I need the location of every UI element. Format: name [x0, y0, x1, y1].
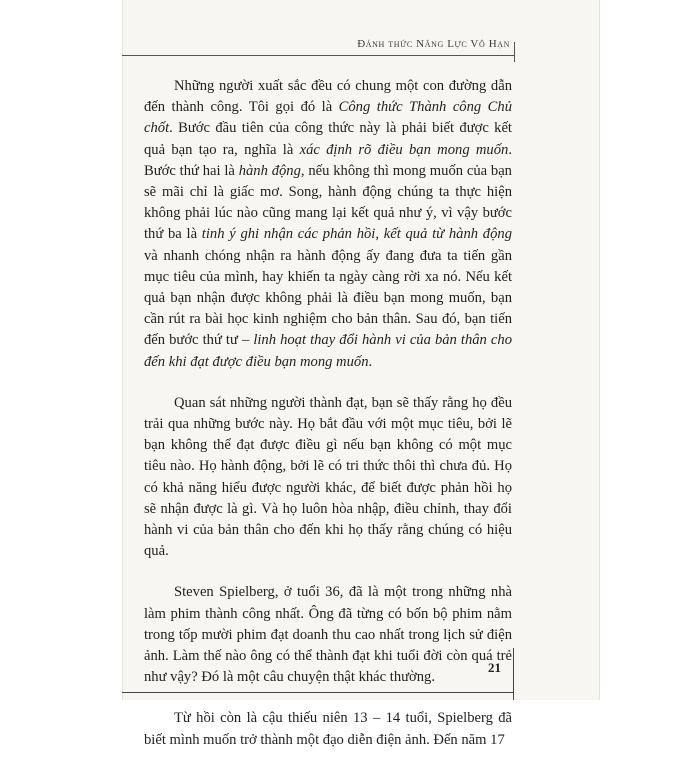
text-run: . Bước thứ hai là	[144, 141, 512, 179]
text-run: Quan sát những người thành đạt, bạn sẽ thấy rằng họ đều trải qua những bước này. Họ bắt đầu với một mục tiêu, bởi lẽ bạn không thể đạt được điều gì nếu bạn không có một mục tiêu nào. Họ hành động, bởi lẽ có tri thức thôi thì chưa đủ. Họ có khả năng hiểu được người khác, để biết được phản hồi họ sẽ nhận được là gì. Và họ luôn hòa nhập, điều chỉnh, thay đổi hành vi của bản thân cho đến khi họ thấy rằng chúng có hiệu quả.	[144, 394, 512, 560]
paragraph-4	[144, 708, 512, 750]
header-rule	[122, 55, 514, 56]
paragraph-1	[144, 76, 512, 373]
running-header: Đánh thức Năng Lực Vô Hạn	[357, 38, 510, 50]
text-run: , nếu không thì mong muốn của bạn sẽ mãi chỉ là giấc mơ. Song, hành động chúng ta thực hiện không phải lúc nào cũng mang lại kết quả như ý, vì vậy bước thứ ba là	[144, 162, 512, 243]
text-run: Những người xuất sắc đều có chung một con đường dẫn đến thành công. Tôi gọi đó là	[144, 78, 512, 116]
footer-rule	[122, 692, 514, 693]
text-run: Steven Spielberg, ở tuổi 36, đã là một trong những nhà làm phim thành công nhất. Ông đã từng có bốn bộ phim nằm trong tốp mười phim đạt doanh thu cao nhất trong lịch sử điện ảnh. Làm thế nào ông có thể thành đạt khi tuổi đời còn quá trẻ như vậy? Đó là một câu chuyện thật khác thường.	[144, 584, 512, 686]
paragraph-2	[144, 393, 512, 563]
italic-text: linh hoạt thay đổi hành vi của bản thân cho đến khi đạt được điều bạn mong muốn	[144, 332, 512, 370]
italic-text: tinh ý ghi nhận các phản hồi, kết quả từ hành động	[201, 226, 512, 243]
paragraph-3	[144, 582, 512, 688]
text-run: Từ hồi còn là cậu thiếu niên 13 – 14 tuổi, Spielberg đã biết mình muốn trở thành một đạo diễn điện ảnh. Đến năm 17	[144, 710, 512, 748]
italic-text: xác định rõ điều bạn mong muốn	[299, 141, 509, 158]
text-run: . Bước đầu tiên của công thức này là phải biết được kết quả bạn tạo ra, nghĩa là	[144, 120, 512, 158]
page-number: 21	[488, 660, 501, 675]
text-run: .	[368, 353, 373, 370]
italic-text: hành động	[238, 162, 301, 179]
body-text	[144, 76, 512, 771]
italic-text: Công thức Thành công Chủ chốt	[144, 99, 512, 137]
header-rule-vertical	[514, 42, 515, 62]
text-run: và nhanh chóng nhận ra hành động ấy đang đưa ta tiến gần mục tiêu của mình, hay khiến ta ngày càng rời xa nó. Nếu kết quả bạn nhận được không phải là điều bạn mong muốn, bạn cần rút ra bài học kinh nghiệm cho bản thân. Sau đó, bạn tiến đến bước thứ tư –	[144, 247, 512, 349]
